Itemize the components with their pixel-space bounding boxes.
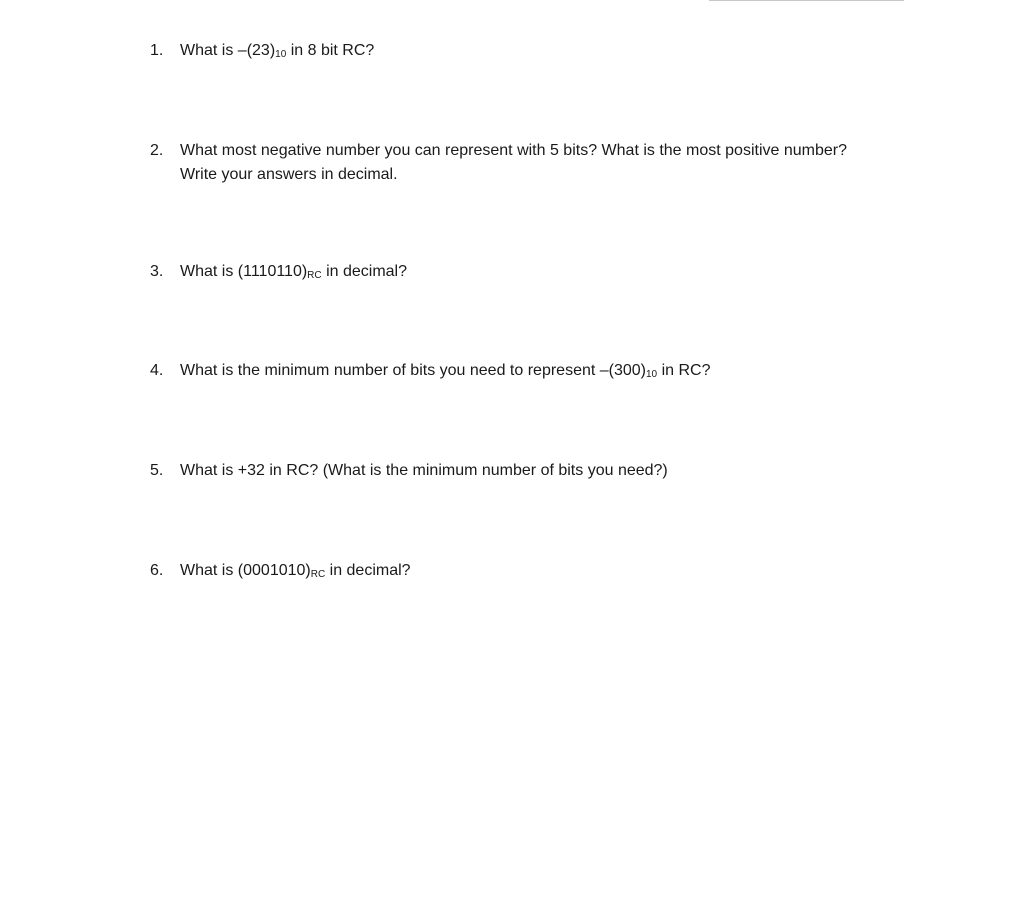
question-text-before: What is (0001010)	[180, 562, 311, 579]
question-text	[180, 260, 910, 284]
question-2	[150, 139, 910, 187]
question-text-after: in 8 bit RC?	[286, 42, 375, 59]
question-number: 4.	[150, 362, 164, 379]
question-number: 2.	[150, 142, 164, 159]
question-text-line-1: What most negative number you can represent with 5 bits? What is the most positive number?	[180, 142, 847, 159]
question-number: 3.	[150, 263, 164, 280]
subscript: RC	[310, 569, 326, 580]
top-rule	[709, 0, 904, 1]
question-text-before: What is (1110110)	[180, 263, 308, 280]
question-3	[150, 260, 910, 284]
question-text-after: in decimal?	[321, 263, 407, 280]
question-text	[180, 559, 910, 583]
question-number: 5.	[150, 462, 164, 479]
question-text-line-2: Write your answers in decimal.	[180, 166, 398, 183]
question-text-after: in decimal?	[325, 562, 411, 579]
question-text	[180, 359, 910, 383]
question-1	[150, 39, 910, 63]
question-text-after: in RC?	[657, 362, 711, 379]
question-text-before: What is –(23)	[180, 42, 276, 59]
question-5	[150, 459, 910, 483]
subscript: 10	[275, 49, 287, 60]
question-6	[150, 559, 910, 583]
question-number: 6.	[150, 562, 164, 579]
question-text-before: What is the minimum number of bits you need to represent –(300)	[180, 362, 646, 379]
question-text	[180, 139, 910, 187]
question-text: What is +32 in RC? (What is the minimum number of bits you need?)	[180, 462, 668, 479]
subscript: 10	[646, 369, 658, 380]
question-text	[180, 39, 910, 63]
subscript: RC	[307, 270, 322, 281]
question-number: 1.	[150, 42, 164, 59]
question-4	[150, 359, 910, 383]
